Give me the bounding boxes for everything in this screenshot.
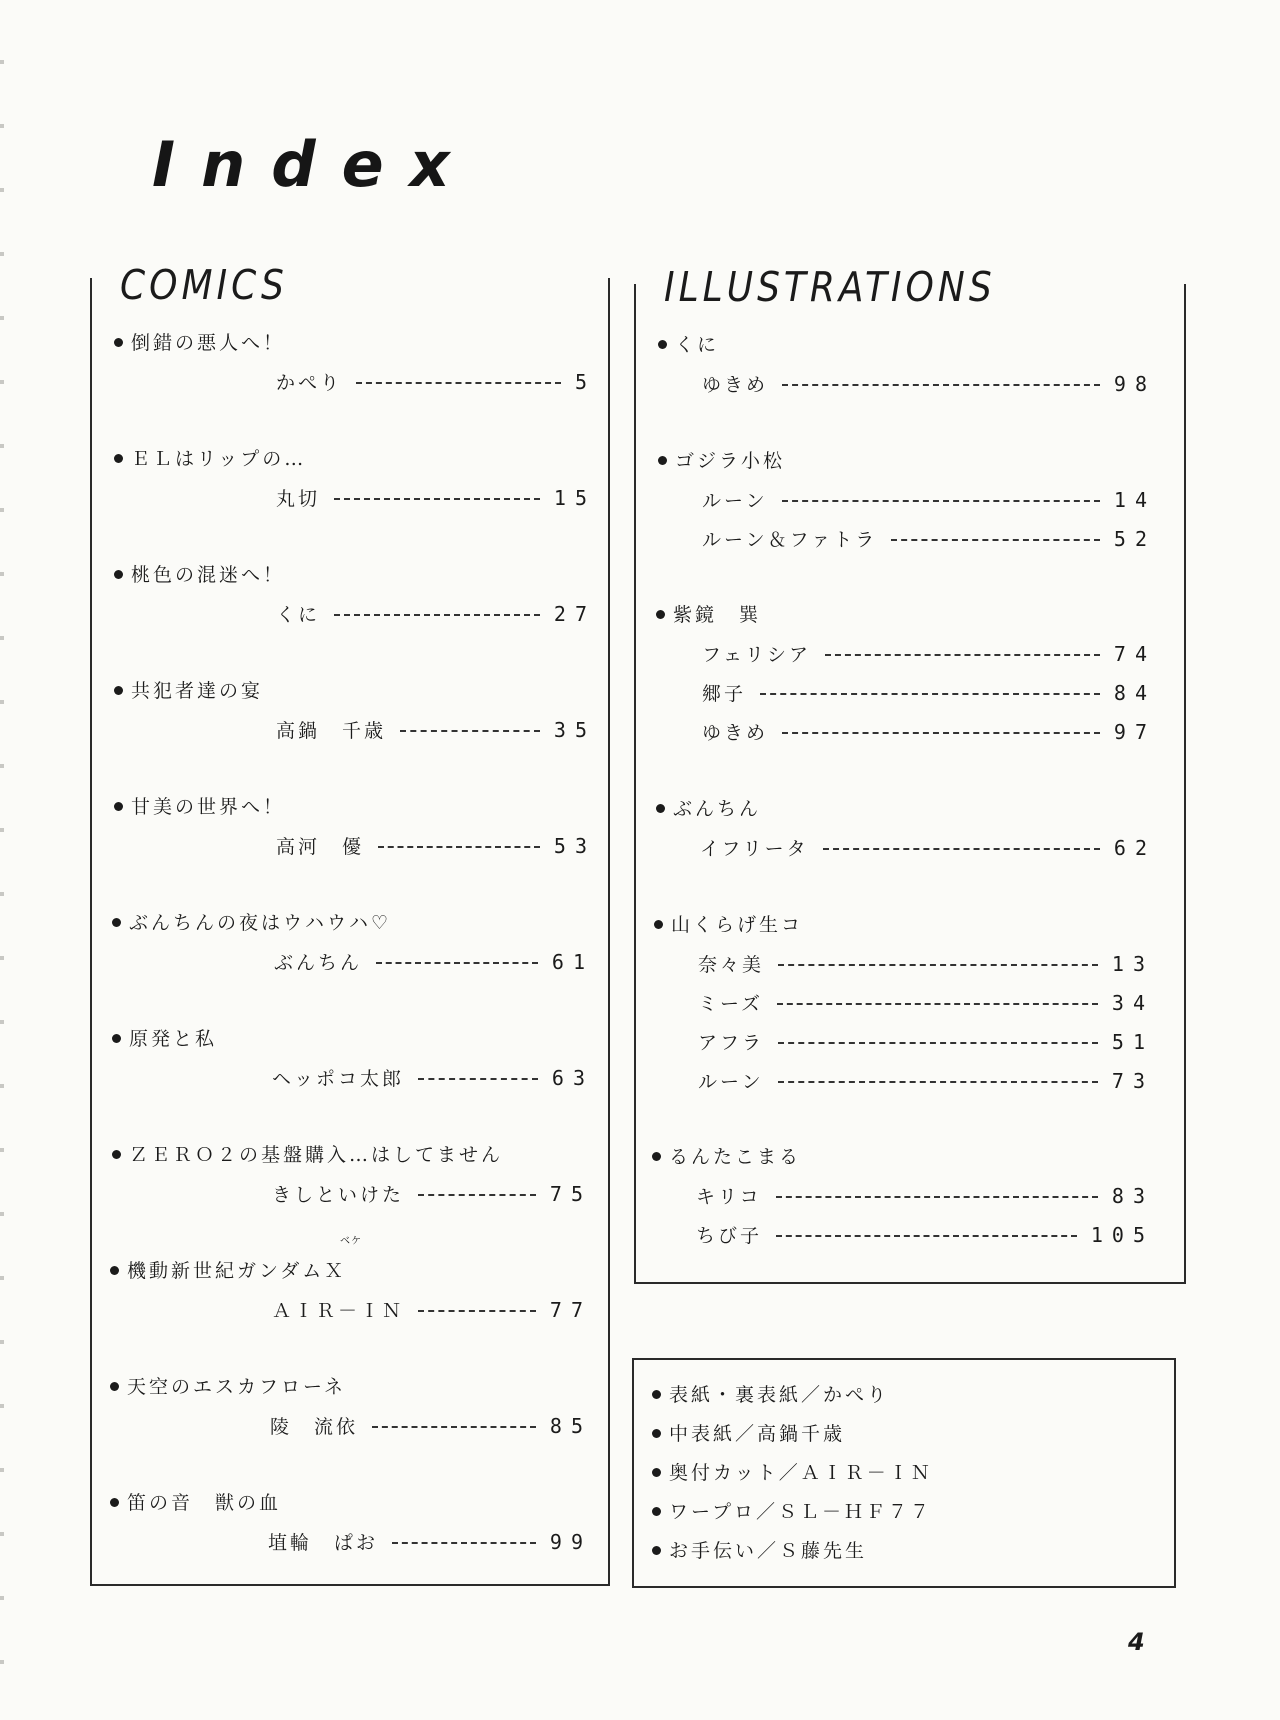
- comic-page-number: 15: [553, 485, 596, 510]
- dot-leader: [776, 1235, 1077, 1237]
- illustration-name: 郷子: [702, 683, 747, 705]
- comic-entry-title: 天空のエスカフローネ: [110, 1372, 346, 1399]
- illustration-line: [696, 1182, 1154, 1209]
- dot-leader: [778, 1081, 1098, 1083]
- dot-leader: [372, 1426, 536, 1428]
- comic-entry-title: ぶんちんの夜はウハウハ♡: [112, 908, 391, 935]
- bullet-icon: [114, 338, 123, 347]
- dot-leader: [782, 732, 1100, 734]
- bullet-icon: [652, 1468, 661, 1477]
- page-edge: [0, 0, 4, 1720]
- illustration-name: アフラ: [698, 1032, 765, 1054]
- illustration-page-number: 83: [1111, 1183, 1154, 1208]
- illustration-page-number: 97: [1113, 719, 1156, 744]
- page-title: Index: [152, 128, 476, 201]
- comic-entry-line: [272, 1296, 592, 1323]
- bullet-icon: [112, 918, 121, 927]
- dot-leader: [378, 846, 540, 848]
- illustration-line: [698, 1028, 1154, 1055]
- comic-entry-line: [270, 1412, 592, 1439]
- comics-box: [90, 278, 610, 1586]
- illustration-name: ちび子: [696, 1225, 763, 1247]
- comic-page-number: 35: [553, 717, 596, 742]
- dot-leader: [418, 1310, 536, 1312]
- comic-entry-title: 倒錯の悪人へ！: [114, 328, 285, 355]
- bullet-icon: [652, 1152, 661, 1161]
- comic-page-number: 61: [551, 949, 594, 974]
- comic-entry-title: 桃色の混迷へ！: [114, 560, 285, 587]
- comic-entry-line: [268, 1528, 592, 1555]
- bullet-icon: [112, 1150, 121, 1159]
- dot-leader: [823, 848, 1100, 850]
- illustration-page-number: 84: [1113, 680, 1156, 705]
- bullet-icon: [110, 1382, 119, 1391]
- illustration-artist: 紫鏡 巽: [656, 600, 761, 627]
- illustration-line: [702, 718, 1156, 745]
- illustration-name: フェリシア: [702, 644, 812, 666]
- comic-entry-title: 共犯者達の宴: [114, 676, 263, 703]
- illustration-line: [702, 679, 1156, 706]
- illustration-page-number: 34: [1111, 990, 1154, 1015]
- illustration-name: ゆきめ: [702, 722, 769, 744]
- comic-author: 埴輪 ぱお: [268, 1532, 379, 1554]
- comic-page-number: 63: [551, 1065, 594, 1090]
- comic-author: 陵 流依: [270, 1416, 359, 1438]
- bullet-icon: [114, 570, 123, 579]
- comic-entry-title: ＺＥＲＯ２の基盤購入…はしてません: [112, 1140, 503, 1167]
- illustration-artist: るんたこまる: [652, 1142, 801, 1169]
- dot-leader: [776, 1196, 1098, 1198]
- credit-line: 奥付カット／ＡＩＲ－ＩＮ: [652, 1458, 933, 1485]
- illustration-line: [700, 834, 1156, 861]
- comic-entry-title: 原発と私: [112, 1024, 217, 1051]
- comic-page-number: 53: [553, 833, 596, 858]
- dot-leader: [334, 614, 540, 616]
- comic-author: ヘッポコ太郎: [272, 1068, 405, 1090]
- comic-entry-line: [276, 600, 596, 627]
- illustration-name: ゆきめ: [702, 374, 769, 396]
- dot-leader: [418, 1078, 538, 1080]
- comic-author: きしといけた: [272, 1184, 405, 1206]
- illustration-name: キリコ: [696, 1186, 762, 1208]
- bullet-icon: [652, 1429, 661, 1438]
- illustration-name: ルーン＆ファトラ: [702, 529, 878, 551]
- illustration-artist: 山くらげ生コ: [654, 910, 803, 937]
- dot-leader: [891, 539, 1100, 541]
- bullet-icon: [114, 802, 123, 811]
- illustration-artist: ぶんちん: [656, 794, 761, 821]
- comic-entry-title: ＥＬはリップの…: [114, 444, 306, 471]
- comic-entry-line: [272, 1064, 594, 1091]
- illustrations-box: [634, 284, 1186, 1284]
- dot-leader: [782, 500, 1100, 502]
- illustration-line: [702, 525, 1156, 552]
- bullet-icon: [110, 1266, 119, 1275]
- illustration-page-number: 52: [1113, 526, 1156, 551]
- dot-leader: [334, 498, 540, 500]
- comic-author: 高河 優: [276, 836, 365, 858]
- bullet-icon: [652, 1390, 661, 1399]
- dot-leader: [418, 1194, 536, 1196]
- illustration-artist: くに: [658, 330, 719, 357]
- ruby-annotation: ベケ: [340, 1236, 362, 1247]
- comic-entry-title: 機動新世紀ガンダムＸ: [110, 1256, 346, 1283]
- illustration-name: ルーン: [698, 1071, 764, 1093]
- credit-line: ワープロ／ＳＬ－ＨＦ７７: [652, 1497, 932, 1524]
- bullet-icon: [110, 1498, 119, 1507]
- illustration-name: ルーン: [702, 490, 768, 512]
- credit-line: お手伝い／Ｓ藤先生: [652, 1536, 867, 1563]
- bullet-icon: [652, 1507, 661, 1516]
- dot-leader: [777, 1003, 1098, 1005]
- comic-entry-line: [276, 368, 596, 395]
- comics-heading: COMICS: [120, 262, 288, 310]
- illustration-line: [702, 640, 1156, 667]
- illustration-name: ミーズ: [698, 993, 764, 1015]
- illustration-page-number: 13: [1111, 951, 1154, 976]
- comic-entry-line: [276, 832, 596, 859]
- comic-entry-line: [272, 1180, 592, 1207]
- comic-page-number: 99: [549, 1529, 592, 1554]
- bullet-icon: [658, 340, 667, 349]
- comic-author: ＡＩＲ－ＩＮ: [272, 1300, 405, 1322]
- illustration-line: [702, 486, 1156, 513]
- bullet-icon: [656, 804, 665, 813]
- comic-author: ぶんちん: [274, 952, 363, 974]
- comic-page-number: 27: [553, 601, 596, 626]
- bullet-icon: [652, 1546, 661, 1555]
- dot-leader: [778, 1042, 1098, 1044]
- bullet-icon: [114, 454, 123, 463]
- credit-line: 中表紙／高鍋千歳: [652, 1419, 845, 1446]
- dot-leader: [400, 730, 540, 732]
- illustration-line: [696, 1221, 1154, 1248]
- illustration-page-number: 14: [1113, 487, 1156, 512]
- comic-author: かぺり: [276, 372, 343, 394]
- bullet-icon: [658, 456, 667, 465]
- illustrations-heading: ILLUSTRATIONS: [664, 264, 996, 312]
- illustration-page-number: 62: [1113, 835, 1156, 860]
- comic-page-number: 85: [549, 1413, 592, 1438]
- illustration-line: [698, 1067, 1154, 1094]
- comic-author: 丸切: [276, 488, 321, 510]
- illustration-artist: ゴジラ小松: [658, 446, 785, 473]
- comic-author: くに: [276, 604, 321, 626]
- dot-leader: [356, 382, 561, 384]
- dot-leader: [825, 654, 1100, 656]
- comic-entry-line: [276, 484, 596, 511]
- illustration-page-number: 74: [1113, 641, 1156, 666]
- illustration-page-number: 51: [1111, 1029, 1154, 1054]
- comic-entry-line: [276, 716, 596, 743]
- comic-entry-title: 笛の音 獣の血: [110, 1488, 281, 1515]
- credits-box: [632, 1358, 1176, 1588]
- bullet-icon: [114, 686, 123, 695]
- comic-entry-title: 甘美の世界へ！: [114, 792, 285, 819]
- comic-page-number: 75: [549, 1181, 592, 1206]
- bullet-icon: [656, 610, 665, 619]
- illustration-line: [698, 989, 1154, 1016]
- comic-page-number: 5: [574, 369, 596, 394]
- comic-entry-line: [274, 948, 594, 975]
- dot-leader: [760, 693, 1100, 695]
- credit-line: 表紙・裏表紙／かぺり: [652, 1380, 889, 1407]
- illustration-page-number: 98: [1113, 371, 1156, 396]
- bullet-icon: [654, 920, 663, 929]
- dot-leader: [778, 964, 1098, 966]
- illustration-page-number: 105: [1090, 1222, 1154, 1247]
- illustration-page-number: 73: [1111, 1068, 1154, 1093]
- illustration-name: イフリータ: [700, 838, 809, 860]
- illustration-line: [702, 370, 1156, 397]
- bullet-icon: [112, 1034, 121, 1043]
- comic-author: 高鍋 千歳: [276, 720, 387, 742]
- dot-leader: [782, 384, 1100, 386]
- dot-leader: [376, 962, 538, 964]
- comic-page-number: 77: [549, 1297, 592, 1322]
- page-number: 4: [1128, 1628, 1145, 1656]
- illustration-name: 奈々美: [698, 954, 765, 976]
- illustration-line: [698, 950, 1154, 977]
- dot-leader: [392, 1542, 536, 1544]
